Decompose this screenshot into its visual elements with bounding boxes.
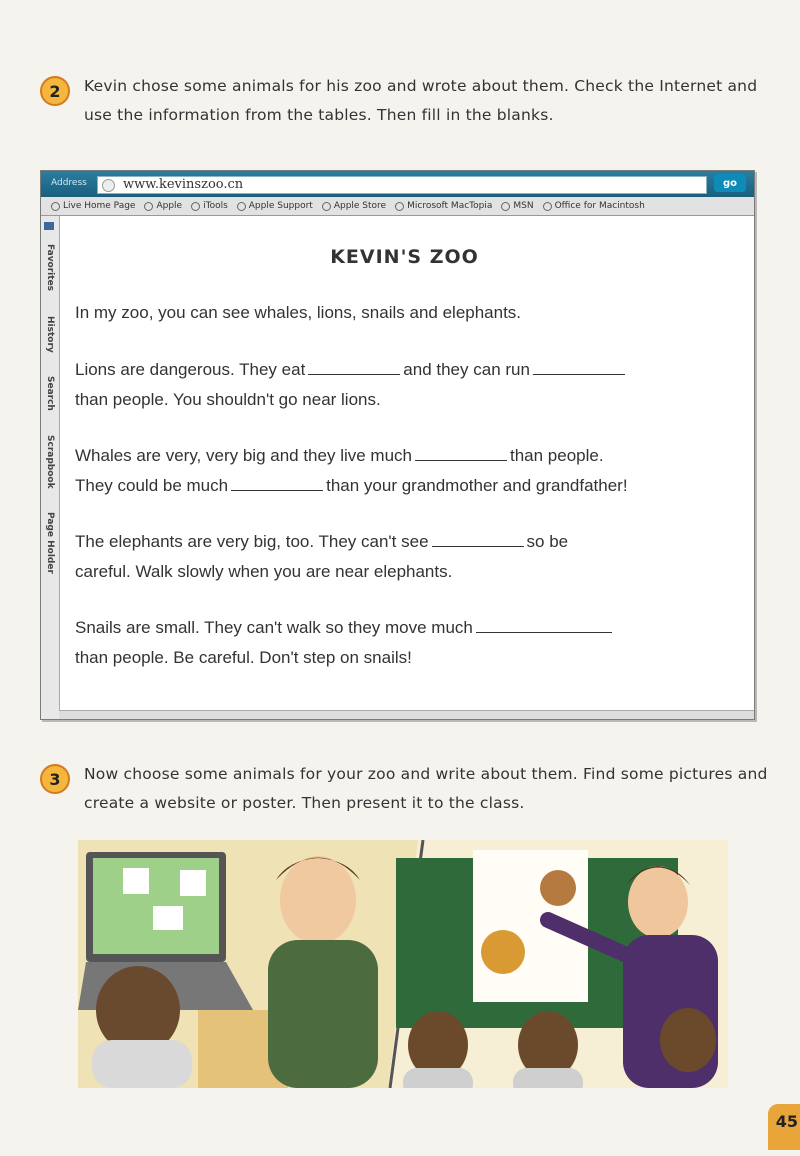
- task-3: [40, 760, 770, 818]
- answer-blank[interactable]: [533, 356, 625, 375]
- bookmark-icon: [395, 202, 404, 211]
- sidebar-tab-search[interactable]: Search: [45, 375, 55, 411]
- bookmark-apple-store[interactable]: Apple Store: [322, 201, 386, 211]
- answer-blank[interactable]: [415, 442, 507, 461]
- task-instruction: Kevin chose some animals for his zoo and wrote about them. Check the Internet and use the information from the tables. Then fill in the blanks.: [84, 77, 758, 124]
- bookmark-microsoft-mactopia[interactable]: Microsoft MacTopia: [395, 201, 492, 211]
- url-field[interactable]: [97, 176, 707, 194]
- bookmark-itools[interactable]: iTools: [191, 201, 228, 211]
- bookmark-icon: [144, 202, 153, 211]
- address-label: Address: [51, 178, 87, 188]
- answer-blank[interactable]: [231, 472, 323, 491]
- go-button[interactable]: go: [714, 174, 746, 192]
- bookmark-msn[interactable]: MSN: [501, 201, 533, 211]
- bookmark-apple-support[interactable]: Apple Support: [237, 201, 313, 211]
- sidebar-tab-scrapbook[interactable]: Scrapbook: [45, 435, 55, 489]
- answer-blank[interactable]: [308, 356, 400, 375]
- paragraph-intro: In my zoo, you can see whales, lions, snails and elephants.: [75, 303, 522, 322]
- paragraph-elephants: The elephants are very big, too. They can't see so be careful. Walk slowly when you are near elephants.: [75, 527, 734, 587]
- answer-blank[interactable]: [432, 528, 524, 547]
- bookmark-icon: [501, 202, 510, 211]
- sidebar-tab-page-holder[interactable]: Page Holder: [45, 512, 55, 574]
- answer-blank[interactable]: [476, 614, 612, 633]
- bookmark-live-home-page[interactable]: Live Home Page: [51, 201, 135, 211]
- url-text: www.kevinszoo.cn: [123, 177, 244, 192]
- page-title: KEVIN'S ZOO: [330, 246, 479, 268]
- page-icon: [102, 179, 115, 192]
- sidebar-tab-favorites[interactable]: Favorites: [45, 244, 55, 292]
- paragraph-snails: Snails are small. They can't walk so they move much than people. Be careful. Don't step on snails!: [75, 613, 734, 673]
- page-number: 45: [768, 1104, 800, 1150]
- task-number-badge: 3: [40, 764, 70, 794]
- bookmark-icon: [51, 202, 60, 211]
- bookmark-icon: [322, 202, 331, 211]
- classroom-scene-image: [78, 840, 728, 1088]
- bookmark-icon: [543, 202, 552, 211]
- status-bar: [59, 710, 754, 719]
- browser-window: [40, 170, 755, 720]
- web-page: [75, 216, 734, 709]
- paragraph-lions: Lions are dangerous. They eat and they can run than people. You shouldn't go near lions.: [75, 355, 734, 415]
- bookmark-icon: [191, 202, 200, 211]
- bookmark-apple[interactable]: Apple: [144, 201, 182, 211]
- bookmarks-bar: [41, 197, 754, 216]
- sidebar-marker-icon: [44, 222, 54, 230]
- paragraph-whales: Whales are very, very big and they live much than people. They could be much than your grandmother and grandfather!: [75, 441, 734, 501]
- address-bar: [41, 171, 754, 197]
- classroom-illustration: [78, 840, 728, 1088]
- sidebar-tab-history[interactable]: History: [45, 315, 55, 353]
- bookmark-office-for-macintosh[interactable]: Office for Macintosh: [543, 201, 645, 211]
- explorer-sidebar: [41, 216, 60, 719]
- task-number-badge: 2: [40, 76, 70, 106]
- bookmark-icon: [237, 202, 246, 211]
- task-2: [40, 72, 770, 130]
- task-instruction: Now choose some animals for your zoo and write about them. Find some pictures and create a website or poster. Then present it to the class.: [84, 765, 768, 812]
